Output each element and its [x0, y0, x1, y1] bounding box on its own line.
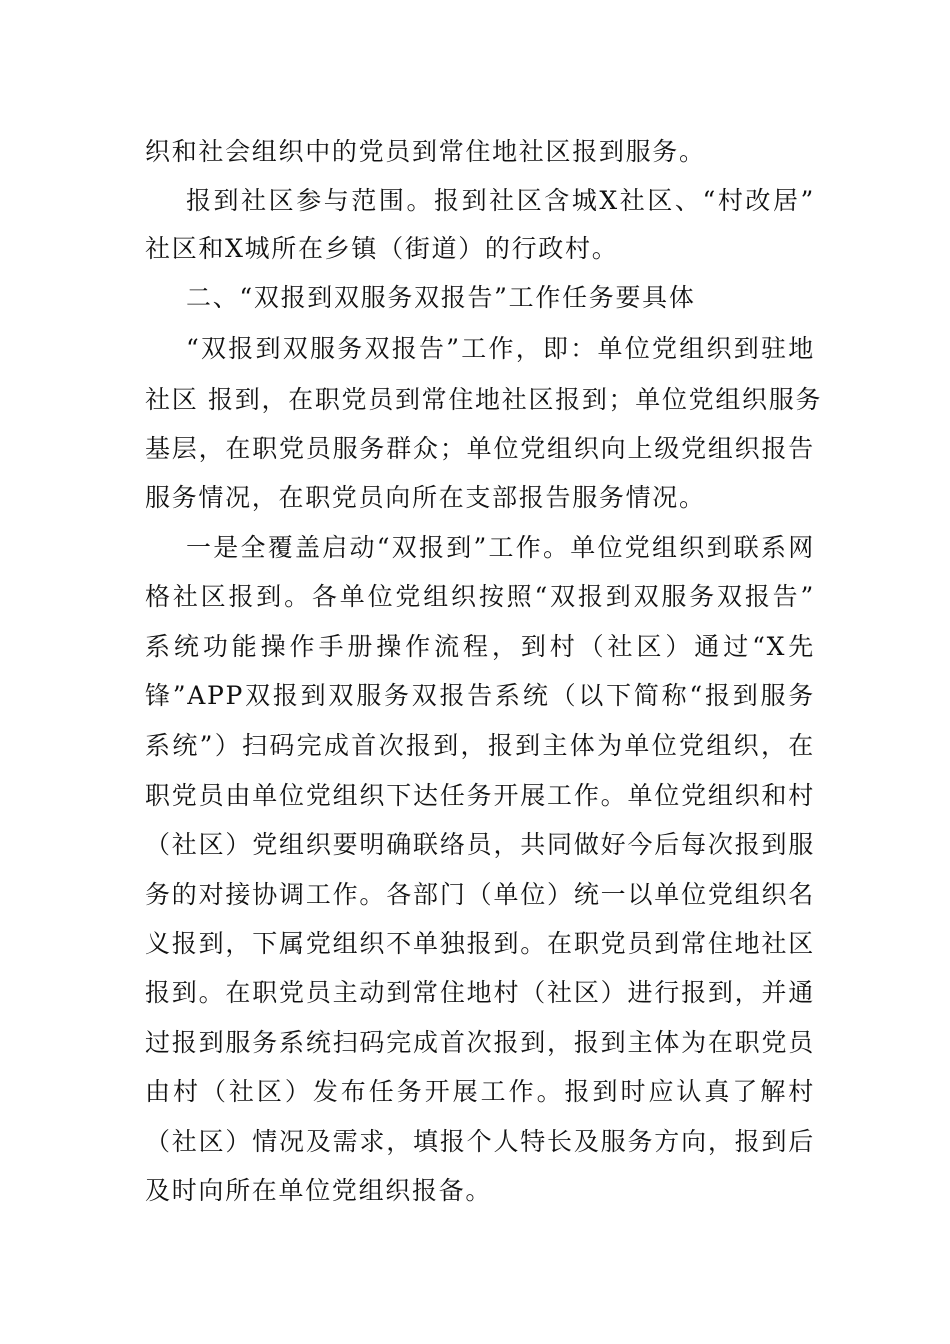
text-line-2: 报到社区参与范围。报到社区含城X社区、“村改居” [186, 186, 815, 215]
text-line-13: 系统”）扫码完成首次报到，报到主体为单位党组织，在 [145, 731, 815, 760]
text-line-1: 织和社会组织中的党员到常住地社区报到服务。 [145, 137, 706, 166]
text-line-5: “双报到双服务双报告”工作，即：单位党组织到驻地 [186, 334, 815, 363]
text-line-21: （社区）情况及需求，填报个人特长及服务方向，报到后 [145, 1127, 815, 1156]
text-line-3: 社区和X城所在乡镇（街道）的行政村。 [145, 234, 619, 263]
text-line-6: 社区 报到，在职党员到常住地社区报到；单位党组织服务 [145, 385, 823, 414]
text-line-19: 过报到服务系统扫码完成首次报到，报到主体为在职党员 [145, 1028, 815, 1057]
text-line-16: 务的对接协调工作。各部门（单位）统一以单位党组织名 [145, 880, 815, 909]
text-line-7: 基层，在职党员服务群众；单位党组织向上级党组织报告 [145, 434, 815, 463]
section-heading: 二、“双报到双服务双报告”工作任务要具体 [186, 283, 696, 312]
text-line-12: 锋”APP双报到双服务双报告系统（以下简称“报到服务 [145, 681, 815, 710]
text-line-17: 义报到，下属党组织不单独报到。在职党员到常住地社区 [145, 929, 815, 958]
text-line-8: 服务情况，在职党员向所在支部报告服务情况。 [145, 483, 706, 512]
text-line-9: 一是全覆盖启动“双报到”工作。单位党组织到联系网 [186, 533, 815, 562]
text-line-11: 系统功能操作手册操作流程，到村（社区）通过“X先 [145, 632, 815, 661]
text-line-14: 职党员由单位党组织下达任务开展工作。单位党组织和村 [145, 781, 815, 810]
text-line-22: 及时向所在单位党组织报备。 [145, 1176, 493, 1205]
text-line-10: 格社区报到。各单位党组织按照“双报到双服务双报告” [145, 582, 815, 611]
text-line-18: 报到。在职党员主动到常住地村（社区）进行报到，并通 [145, 978, 815, 1007]
text-line-15: （社区）党组织要明确联络员，共同做好今后每次报到服 [145, 830, 815, 859]
text-line-20: 由村（社区）发布任务开展工作。报到时应认真了解村 [145, 1077, 815, 1106]
